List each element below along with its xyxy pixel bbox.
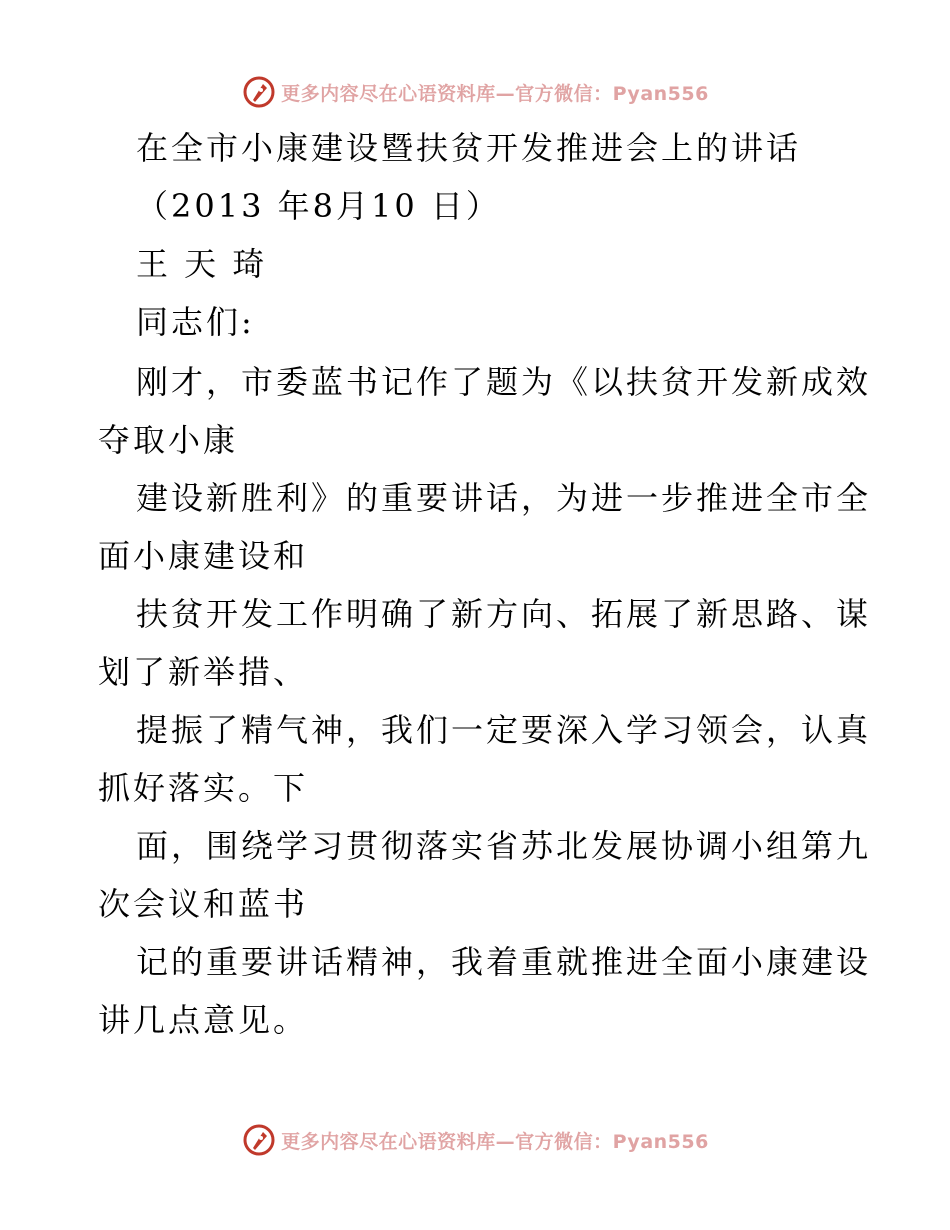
paragraph-line: 面小康建设和 [98, 537, 309, 575]
watermark-header [0, 72, 950, 112]
paragraph-line: 面，围绕学习贯彻落实省苏北发展协调小组第九 [136, 827, 872, 865]
watermark-text: 更多内容尽在心语资料库—官方微信：Pyan556 [281, 82, 709, 105]
paragraph-line: 记的重要讲话精神，我着重就推进全面小康建设 [136, 943, 872, 981]
paragraph-line: 刚才，市委蓝书记作了题为《以扶贫开发新成效 [136, 363, 872, 401]
document-date: （2013 年8月10 日） [136, 187, 501, 225]
pen-nib-logo-icon [241, 74, 277, 110]
paragraph-line: 抓好落实。下 [98, 769, 309, 807]
paragraph-line: 次会议和蓝书 [98, 885, 309, 923]
watermark-text: 更多内容尽在心语资料库—官方微信：Pyan556 [281, 1130, 709, 1153]
paragraph-line: 建设新胜利》的重要讲话，为进一步推进全市全 [136, 479, 872, 517]
watermark-footer [0, 1120, 950, 1160]
paragraph-line: 提振了精气神，我们一定要深入学习领会，认真 [136, 711, 872, 749]
salutation: 同志们: [136, 303, 255, 341]
paragraph-line: 讲几点意见。 [98, 1001, 309, 1039]
paragraph-line: 划了新举措、 [98, 653, 309, 691]
document-title: 在全市小康建设暨扶贫开发推进会上的讲话 [136, 129, 802, 167]
pen-nib-logo-icon [241, 1122, 277, 1158]
paragraph-line: 夺取小康 [98, 421, 239, 459]
paragraph-line: 扶贫开发工作明确了新方向、拓展了新思路、谋 [136, 595, 872, 633]
document-author: 王 天 琦 [136, 245, 268, 283]
